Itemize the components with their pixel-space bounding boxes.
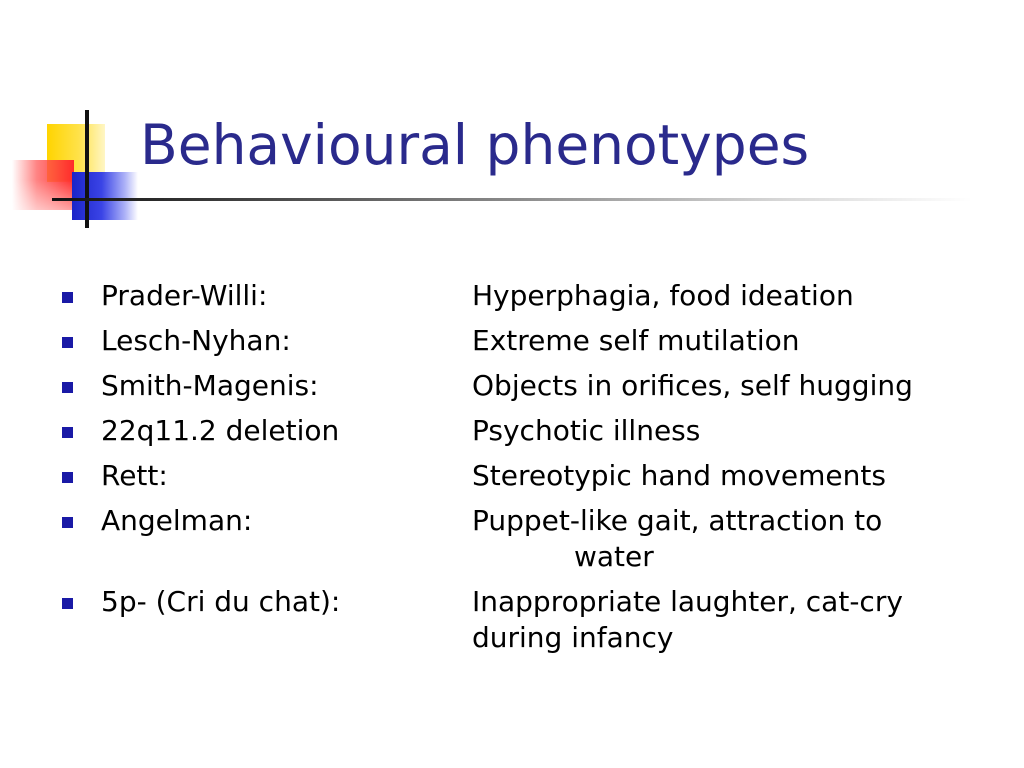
phenotype-description <box>472 458 982 494</box>
syndrome-name: Lesch-Nyhan: <box>101 324 291 357</box>
list-item <box>62 584 982 656</box>
list-item <box>62 503 982 575</box>
syndrome-name: Angelman: <box>101 504 253 537</box>
list-item <box>62 458 982 494</box>
square-bullet-icon <box>62 598 73 609</box>
slide-title: Behavioural phenotypes <box>140 113 810 177</box>
red-square-fade-graphic <box>12 180 74 210</box>
syndrome-name: Prader-Willi: <box>101 279 268 312</box>
description-line: water <box>574 540 654 573</box>
square-bullet-icon <box>62 517 73 528</box>
description-line: Inappropriate laughter, cat-cry <box>472 585 903 618</box>
phenotype-description <box>472 368 982 404</box>
phenotype-description <box>472 503 982 575</box>
description-line: Psychotic illness <box>472 414 701 447</box>
phenotype-description <box>472 413 982 449</box>
square-bullet-icon <box>62 427 73 438</box>
square-bullet-icon <box>62 292 73 303</box>
description-line: during infancy <box>472 621 674 654</box>
list-item <box>62 323 982 359</box>
syndrome-name: 22q11.2 deletion <box>101 414 340 447</box>
syndrome-name: Smith-Magenis: <box>101 369 319 402</box>
syndrome-name: Rett: <box>101 459 168 492</box>
phenotype-description <box>472 323 982 359</box>
blue-square-graphic <box>72 172 138 220</box>
square-bullet-icon <box>62 382 73 393</box>
description-line: Stereotypic hand movements <box>472 459 886 492</box>
square-bullet-icon <box>62 472 73 483</box>
corner-decoration <box>0 0 150 240</box>
list-item <box>62 278 982 314</box>
description-line: Hyperphagia, food ideation <box>472 279 854 312</box>
square-bullet-icon <box>62 337 73 348</box>
phenotype-description <box>472 584 982 656</box>
description-line: Extreme self mutilation <box>472 324 800 357</box>
bullet-list <box>62 278 982 665</box>
title-underline-rule <box>52 198 972 201</box>
list-item <box>62 413 982 449</box>
list-item <box>62 368 982 404</box>
phenotype-description <box>472 278 982 314</box>
syndrome-name: 5p- (Cri du chat): <box>101 585 341 618</box>
description-line: Objects in orifices, self hugging <box>472 369 913 402</box>
description-line: Puppet-like gait, attraction to <box>472 504 883 537</box>
vertical-rule <box>85 110 89 228</box>
